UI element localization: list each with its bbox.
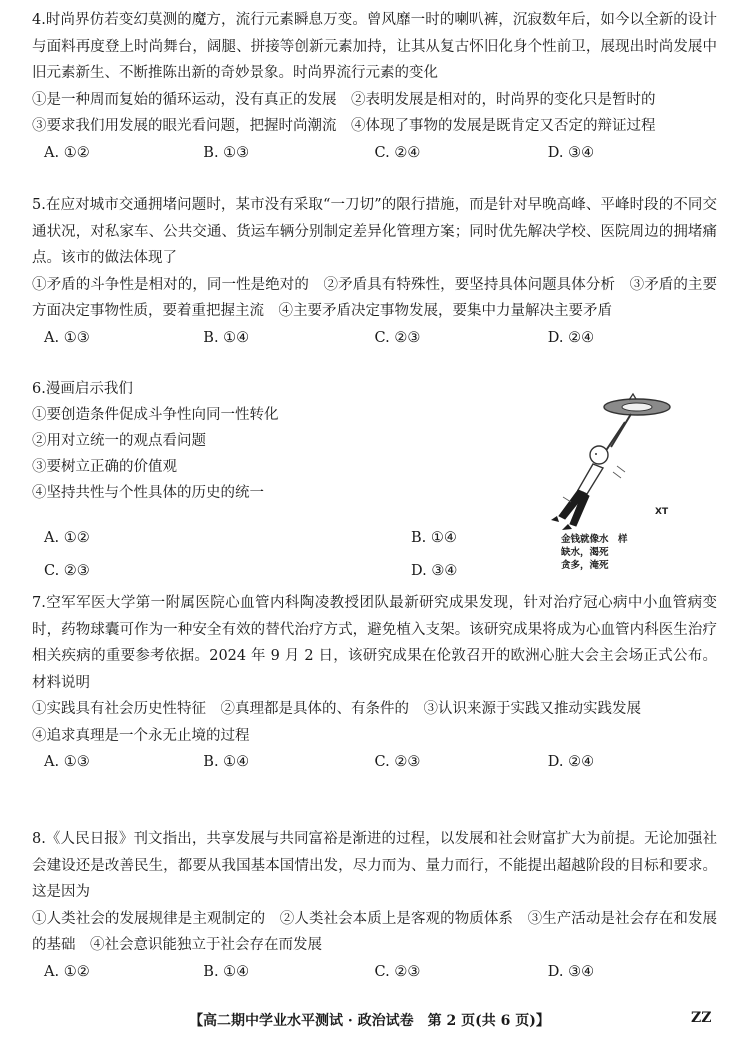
option-a[interactable]: A. ①② [44,144,90,161]
question-8-options [32,959,717,986]
cartoon-caption [561,533,671,572]
question-6-item-2: ②用对立统一的观点看问题 [32,433,206,449]
option-a[interactable]: A. ①③ [44,329,90,346]
question-4-options [32,140,717,167]
question-7-items-1: ①实践具有社会历史性特征 ②真理都是具体的、有条件的 ③认识来源于实践又推动实践发展 [32,701,641,717]
option-d[interactable]: D. ③④ [547,963,595,980]
question-5 [32,192,717,351]
page-footer: 【高二期中学业水平测试 · 政治试卷 第 2 页(共 6 页)】 [189,1013,550,1029]
question-4-stem: 4.时尚界仿若变幻莫测的魔方，流行元素瞬息万变。曾风靡一时的喇叭裤，沉寂数年后，如今以全新的设计与面料再度登上时尚舞台，阔腿、拼接等创新元素加持，让其从复古怀旧化身个性前卫，展现出时尚发展中旧元素新生、不断推陈出新的奇妙景象。时尚界流行元素的变化 [32,12,717,81]
option-b[interactable]: B. ①④ [203,329,250,346]
question-6-item-3: ③要树立正确的价值观 [32,459,177,475]
question-4 [32,7,717,166]
option-b[interactable]: B. ①④ [203,963,250,980]
question-4-items-2: ③要求我们用发展的眼光看问题，把握时尚潮流 ④体现了事物的发展是既肯定又否定的辩证过程 [32,118,656,134]
option-d[interactable]: D. ②④ [547,329,595,346]
question-8-stem: 8.《人民日报》刊文指出，共享发展与共同富裕是渐进的过程，以发展和社会财富扩大为前提。无论加强社会建设还是改善民生，都要从我国基本国情出发，尽力而为、量力而行，不能提出超越阶段的目标和要求。这是因为 [32,831,717,900]
question-5-items: ①矛盾的斗争性是相对的，同一性是绝对的 ②矛盾具有特殊性，要坚持具体问题具体分析 ③矛盾的主要方面决定事物性质，要着重把握主流 ④主要矛盾决定事物发展，要集中力量解决主要矛盾 [32,276,717,319]
question-8 [32,826,717,985]
question-4-items-1: ①是一种周而复始的循环运动，没有真正的发展 ②表明发展是相对的，时尚界的变化只是暂时的 [32,91,656,108]
cartoon-image [543,392,693,540]
option-d[interactable]: D. ②④ [547,754,595,770]
question-6-item-1: ①要创造条件促成斗争性向同一性转化 [32,407,279,423]
option-c[interactable]: C. ②③ [374,754,421,770]
option-d[interactable]: D. ③④ [411,563,458,579]
cartoon-caption-line-2: 缺水，渴死 [561,547,609,558]
question-7 [32,590,717,776]
question-6-item-4: ④坚持共性与个性具体的历史的统一 [32,485,264,501]
cartoon-artist-mark: XT [655,507,669,517]
option-a[interactable]: A. ①② [44,530,90,546]
option-b[interactable]: B. ①③ [203,144,250,161]
option-c[interactable]: C. ②③ [374,963,421,980]
option-a[interactable]: A. ①② [44,963,90,980]
option-c[interactable]: C. ②④ [374,144,421,161]
question-5-options [32,325,717,352]
question-7-items-2: ④追求真理是一个永无止境的过程 [32,727,250,744]
question-6 [32,376,452,506]
option-b[interactable]: B. ①④ [203,754,250,770]
option-d[interactable]: D. ③④ [547,144,595,161]
question-6-stem: 6.漫画启示我们 [32,381,133,397]
question-8-items: ①人类社会的发展规律是主观制定的 ②人类社会本质上是客观的物质体系 ③生产活动是社会存在和发展的基础 ④社会意识能独立于社会存在而发展 [32,910,717,953]
option-c[interactable]: C. ②③ [374,329,421,346]
question-7-stem: 7.空军军医大学第一附属医院心血管内科陶凌教授团队最新研究成果发现，针对治疗冠心病中小血管病变时，药物球囊可作为一种安全有效的替代治疗方式，避免植入支架。该研究成果将成为心血管内科医生治疗相关疾病的重要参考依据。2024 年 9 月 2 日，该研究成果在伦敦召开的欧洲心脏大会主会场正式公布。材料说明 [32,595,717,691]
subject-code: ZZ [691,1010,712,1026]
option-b[interactable]: B. ①④ [411,530,457,546]
question-5-stem: 5.在应对城市交通拥堵问题时，某市没有采取“一刀切”的限行措施，而是针对早晚高峰、平峰时段的不同交通状况，对私家车、公共交通、货运车辆分别制定差异化管理方案；同时优先解决学校、医院周边的拥堵痛点。该市的做法体现了 [32,197,717,266]
question-7-options [32,749,717,776]
cartoon-caption-line-3: 贪多，淹死 [561,560,609,571]
cartoon-caption-line-1: 金钱就像水 样 [561,534,628,545]
option-a[interactable]: A. ①③ [44,754,90,770]
option-c[interactable]: C. ②③ [44,563,90,579]
